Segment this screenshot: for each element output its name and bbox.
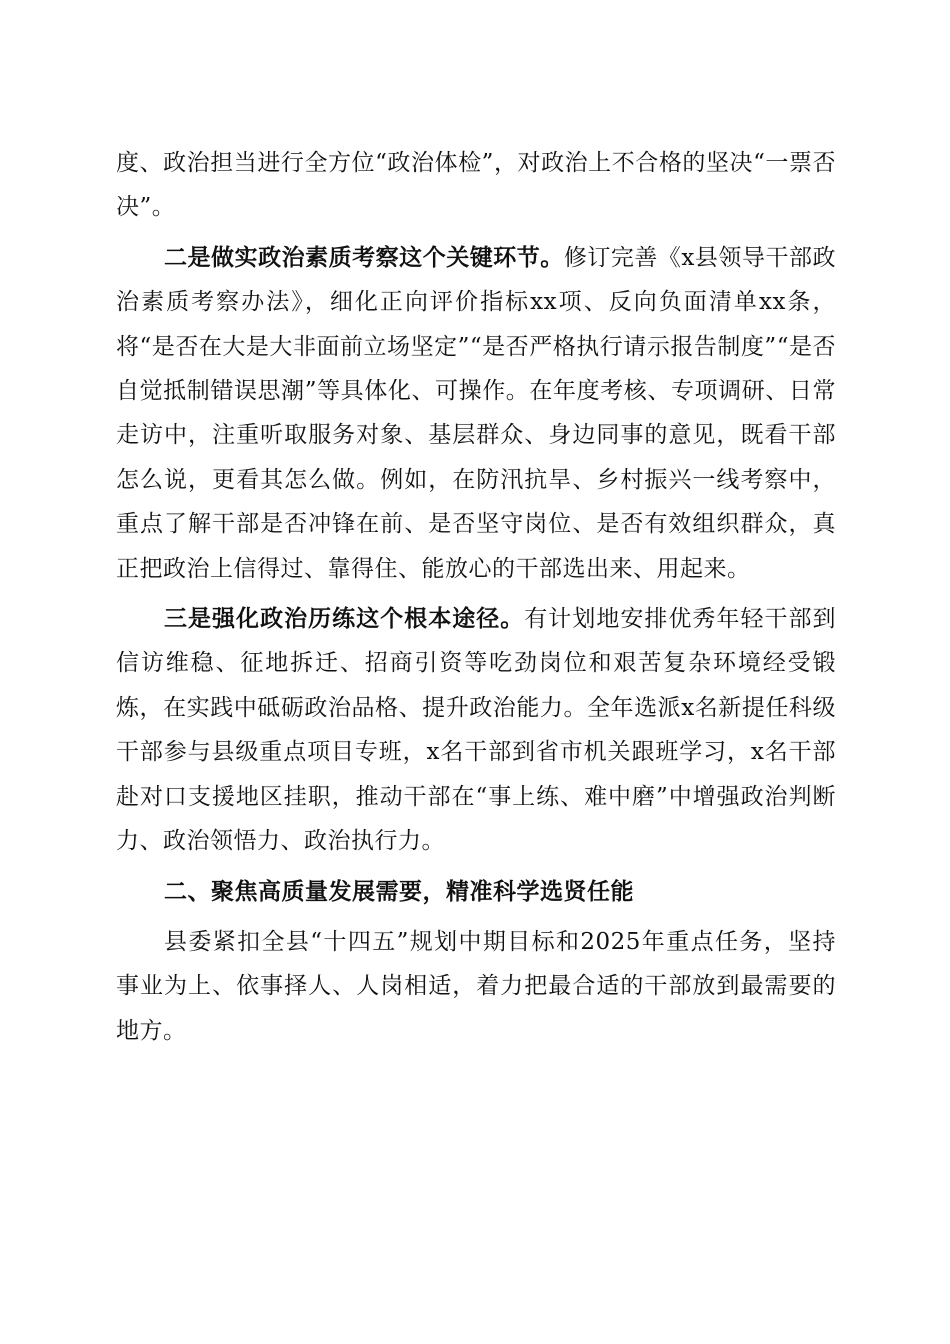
paragraph-political-training — [116, 597, 836, 863]
paragraph-lead: 二是做实政治素质考察这个关键环节。 — [164, 244, 564, 271]
paragraph-closing — [116, 920, 836, 1053]
paragraph-political-quality-assessment — [116, 236, 836, 591]
paragraph-text: 度、政治担当进行全方位“政治体检”，对政治上不合格的坚决“一票否决”。 — [116, 150, 836, 221]
document-body — [116, 141, 836, 1053]
paragraph-text: 有计划地安排优秀年轻干部到信访维稳、征地拆迁、招商引资等吃劲岗位和艰苦复杂环境经受锻炼，在实践中砥砺政治品格、提升政治能力。全年选派x名新提任科级干部参与县级重点项目专班，x名干部到省市机关跟班学习，x名干部赴对口支援地区挂职，推动干部在“事上练、难中磨”中增强政治判断力、政治领悟力、政治执行力。 — [116, 606, 837, 855]
section-heading: 二、聚焦高质量发展需要，精准科学选贤任能 — [164, 878, 634, 905]
paragraph-lead: 三是强化政治历练这个根本途径。 — [164, 606, 525, 633]
paragraph-text: 修订完善《x县领导干部政治素质考察办法》，细化正向评价指标xx项、反向负面清单xx条，将“是否在大是大非面前立场坚定”“是否严格执行请示报告制度”“是否自觉抵制错误思潮”等具体化、可操作。在年度考核、专项调研、日常走访中，注重听取服务对象、基层群众、身边同事的意见，既看干部怎么说，更看其怎么做。例如，在防汛抗旱、乡村振兴一线考察中，重点了解干部是否冲锋在前、是否坚守岗位、是否有效组织群众，真正把政治上信得过、靠得住、能放心的干部选出来、用起来。 — [116, 244, 837, 582]
paragraph-continuation — [116, 141, 836, 230]
paragraph-text: 县委紧扣全县“十四五”规划中期目标和2025年重点任务，坚持事业为上、依事择人、人岗相适，着力把最合适的干部放到最需要的地方。 — [116, 928, 836, 1044]
